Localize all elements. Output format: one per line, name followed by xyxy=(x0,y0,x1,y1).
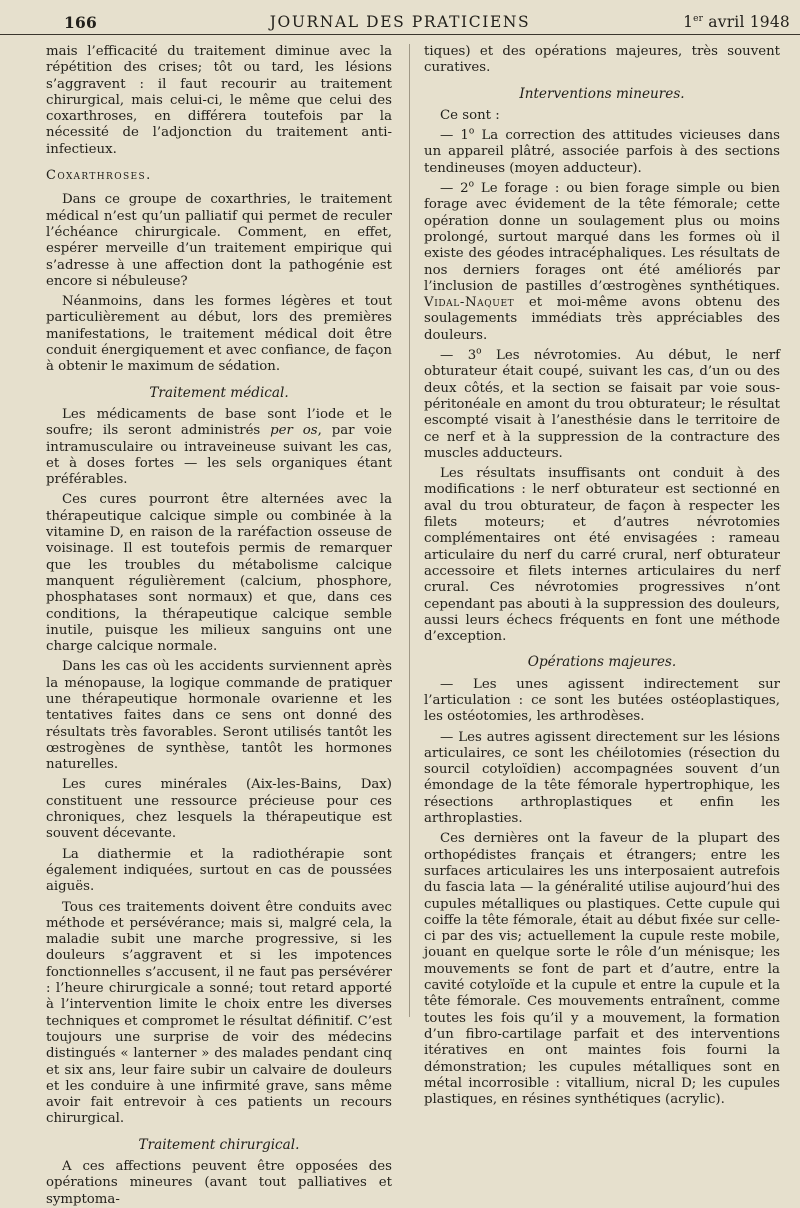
paragraph: — Les autres agissent directement sur les lésions articulaires, ce sont les chéilotomies (résection du sourcil cotyloïdien) accompagnées souvent d’un émondage de la tête fémorale hypertrophique, les résections arthroplastiques et enfin les arthroplasties. xyxy=(424,729,780,827)
paragraph: mais l’efficacité du traitement diminue avec la répétition des crises; tôt ou tard, les lésions s’aggravent : il faut recourir au traitement chirurgical, mais celui-ci, le même que celui des coxarthroses, en différera toutefois par la nécessité de l’adjonction du traitement anti-infectieux. xyxy=(46,44,392,157)
paragraph: Tous ces traitements doivent être conduits avec méthode et persévérance; mais si, malgré cela, la maladie subit une marche progressive, si les douleurs s’aggravent et si les impotences fonctionnelles s’accusent, il ne faut pas persévérer : l’heure chirurgicale a sonné; tout retard apporté à l’intervention limite le choix entre les diverses techniques et compromet le résultat définitif. C’est toujours une surprise de voir des médecins distingués « lanterner » des malades pendant cinq et six ans, leur faire subir un calvaire de douleurs et les conduire à une infirmité grave, sans même avoir fait entrevoir à ces patients un recours chirurgical. xyxy=(46,899,392,1127)
subsection-heading: Traitement chirurgical. xyxy=(138,1136,300,1153)
paragraph: Les cures minérales (Aix-les-Bains, Dax) constituent une ressource précieuse pour ces chroniques, chez lesquels la thérapeutique est souvent décevante. xyxy=(46,777,392,842)
running-head xyxy=(0,8,800,35)
section-heading: Coxarthroses. xyxy=(46,168,152,184)
paragraph: — 2$^o$ Le forage : ou bien forage simple ou bien forage avec évidement de la tête fémorale; cette opération donne un soulagement plus ou moins prolongé, surtout marqué dans les formes où il existe des géodes intracéphaliques. Les résultats de nos derniers forages ont été améliorés par l’inclusion de pastilles d’œstrogènes synthétiques. Vidal-Naquet et moi-même avons obtenu des soulagements immédiats très appréciables des douleurs. xyxy=(424,179,780,343)
paragraph: Dans les cas où les accidents surviennent après la ménopause, la logique commande de pratiquer une thérapeutique hormonale ovarienne et les tentatives faites dans ce sens ont donné des résultats très favorables. Seront utilisés tantôt les œstrogènes de synthèse, tantôt les hormones naturelles. xyxy=(46,659,392,773)
paragraph: Ces dernières ont la faveur de la plupart des orthopédistes français et étrangers; entre les surfaces articulaires les uns interposaient autrefois du fascia lata — la généralité utilise aujourd’hui des cupules métalliques ou plastiques. Cette cupule qui coiffe la tête fémorale, était au début fixée sur celle-ci par des vis; actuellement la cupule reste mobile, jouant en quelque sorte le rôle d’un ménisque; les mouvements se font de part et d’autre, entre la cavité cotyloïde et la cupule et entre la cupule et la tête fémorale. Ces mouvements entraînent, comme toutes les fois qu’il y a mouvement, la formation d’un fibro-cartilage parfait et des interventions itératives en ont maintes fois fourni la démonstration; les cupules métalliques sont en métal incorrosible : vitallium, nicral D; les cupules plastiques, en résines synthétiques (acrylic). xyxy=(424,831,780,1108)
paragraph: Dans ce groupe de coxarthries, le traitement médical n’est qu’un palliatif qui permet de reculer l’échéance chirurgicale. Comment, en effet, espérer merveille d’un traitement empirique qui s’adresse à une affection dont la pathogénie est encore si nébuleuse? xyxy=(46,192,392,289)
paragraph: tiques) et des opérations majeures, très souvent curatives. xyxy=(424,44,780,76)
left-column xyxy=(46,44,392,1207)
right-column xyxy=(424,44,780,1108)
paragraph: La diathermie et la radiothérapie sont également indiquées, surtout en cas de poussées aiguës. xyxy=(46,846,392,895)
journal-title: JOURNAL DES PRATICIENS xyxy=(269,13,531,31)
paragraph: Néanmoins, dans les formes légères et tout particulièrement au début, lors des premières manifestations, le traitement médical doit être conduit énergiquement et avec confiance, de façon à obtenir le maximum de sédation. xyxy=(46,294,392,375)
paragraph: Ce sont : xyxy=(440,107,500,123)
subsection-heading: Interventions mineures. xyxy=(519,85,685,102)
paragraph: — 3$^o$ Les névrotomies. Au début, le nerf obturateur était coupé, suivant les cas, d’un ou des deux côtés, et la section se faisait par voie sous-péritonéale en amont du trou obturateur; le résultat escompté visait à l’anesthésie dans le territoire de ce nerf et à la suppression de la contracture des muscles adducteurs. xyxy=(424,346,780,461)
paragraph: Les résultats insuffisants ont conduit à des modifications : le nerf obturateur est sectionné en aval du trou obturateur, de façon à respecter les filets moteurs; et d’autres névrotomies complémentaires ont été envisagées : rameau articulaire du nerf du carré crural, nerf obturateur accessoire et filets internes articulaires du nerf crural. Ces névrotomies progressives n’ont cependant pas abouti à la suppression des douleurs, aussi leurs échecs fréquents en font une méthode d’exception. xyxy=(424,466,780,645)
paragraph: Les médicaments de base sont l’iode et le soufre; ils seront administrés per os, par voie intramusculaire ou intraveineuse suivant les cas, et à doses fortes — les sels organiques étant préférables. xyxy=(46,406,392,488)
issue-date: 1er avril 1948 xyxy=(683,13,790,31)
column-rule xyxy=(409,44,410,1017)
page-number: 166 xyxy=(64,13,97,32)
paragraph: Ces cures pourront être alternées avec la thérapeutique calcique simple ou combinée à la vitamine D, en raison de la raréfaction osseuse de voisinage. Il est toutefois permis de remarquer que les troubles du métabolisme calcique manquent régulièrement (calcium, phosphore, phosphatases sont normaux) et que, dans ces conditions, la thérapeutique calcique semble inutile, puisque les milieux sanguins ont une charge calcique normale. xyxy=(46,492,392,655)
subsection-heading: Opérations majeures. xyxy=(527,654,677,671)
paragraph: A ces affections peuvent être opposées des opérations mineures (avant tout palliatives et symptoma- xyxy=(46,1159,392,1207)
paragraph: — Les unes agissent indirectement sur l’articulation : ce sont les butées ostéoplastiques, les ostéotomies, les arthrodèses. xyxy=(424,676,780,725)
subsection-heading: Traitement médical. xyxy=(149,384,289,401)
paragraph: — 1$^o$ La correction des attitudes vicieuses dans un appareil plâtré, associée parfois à des sections tendineuses (moyen adducteur). xyxy=(424,126,780,176)
